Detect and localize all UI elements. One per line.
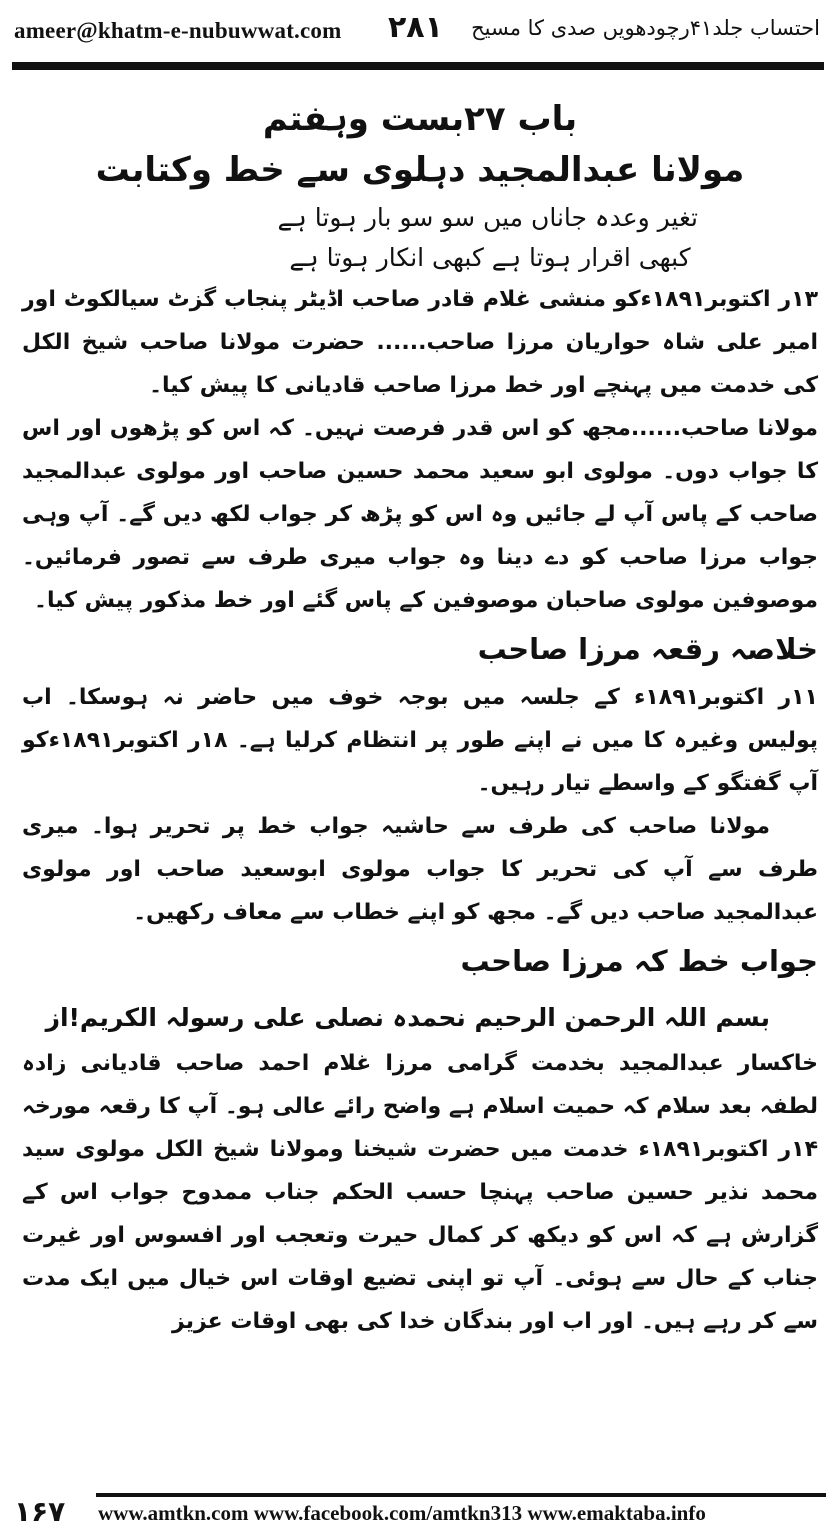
page-header [0, 0, 840, 64]
header-email: ameer@khatm-e-nubuwwat.com [14, 18, 342, 43]
footer-rule [96, 1493, 826, 1497]
couplet-line-2: کبھی اقرار ہوتا ہے کبھی انکار ہوتا ہے [289, 243, 691, 272]
paragraph-3: ۱۱ر اکتوبر۱۸۹۱ء کے جلسہ میں بوجہ خوف میں حاضر نہ ہوسکا۔ اب پولیس وغیرہ کا میں نے اپنے طور پر انتظام کرلیا ہے۔ ۱۸ر اکتوبر۱۸۹۱ءکو آپ گفتگو کے واسطے تیار رہیں۔ [22, 685, 818, 796]
couplet [277, 198, 698, 278]
header-rule [12, 62, 824, 70]
page-footer [14, 1493, 826, 1535]
header-page-number: ۲۸۱ [388, 10, 443, 45]
footer-page-number: ۱۶۷ [14, 1495, 66, 1528]
subheading-reply: جواب خط کہ مرزا صاحب [460, 944, 818, 978]
paragraph-2: مولانا صاحب......مجھ کو اس قدر فرصت نہیں۔ کہ اس کو پڑھوں اور اس کا جواب دوں۔ مولوی ابو سعید محمد حسین صاحب اور مولوی عبدالمجید صاحب کے پاس آپ لے جائیں وہ اس کو پڑھ کر جواب لکھ دیں گے۔ آپ وہی جواب مرزا صاحب کو دے دینا وہ جواب میری طرف سے تصور فرمائیں۔ موصوفین مولوی صاحبان موصوفین کے پاس گئے اور خط مذکور پیش کیا۔ [22, 416, 818, 613]
paragraph-4: مولانا صاحب کی طرف سے حاشیہ جواب خط پر تحریر ہوا۔ میری طرف سے آپ کی تحریر کا جواب مولوی ابوسعید صاحب اور مولوی عبدالمجید صاحب دیں گے۔ مجھ کو اپنے خطاب سے معاف رکھیں۔ [22, 814, 818, 925]
couplet-line-1: تغیر وعدہ جاناں میں سو سو بار ہوتا ہے [277, 203, 698, 232]
paragraph-1: ۱۳ر اکتوبر۱۸۹۱ءکو منشی غلام قادر صاحب اڈیٹر پنجاب گزٹ سیالکوٹ اور امیر علی شاہ حواریان مرزا صاحب...... حضرت مولانا صاحب شیخ الکل کی خدمت میں پہنچے اور خط مرزا صاحب قادیانی کا پیش کیا۔ [22, 287, 818, 398]
page-body [22, 84, 818, 1343]
footer-links: www.amtkn.com www.facebook.com/amtkn313 www.emaktaba.info [98, 1501, 706, 1525]
chapter-heading: باب ۲۷بست وہفتم [262, 99, 578, 139]
header-series-title: احتساب جلد۴۱رچودھویں صدی کا مسیح [471, 16, 820, 40]
subheading-summary: خلاصہ رقعہ مرزا صاحب [477, 632, 818, 666]
bismillah-line: بسم اللہ الرحمن الرحیم نحمدہ نصلی علی رسولہ الکریم!از [45, 1003, 770, 1032]
paragraph-5: خاکسار عبدالمجید بخدمت گرامی مرزا غلام احمد صاحب قادیانی زادہ لطفہ بعد سلام کہ حمیت اسلام ہے واضح رائے عالی ہو۔ آپ کا رقعہ مورخہ ۱۴ر اکتوبر۱۸۹۱ء خدمت میں حضرت شیخنا ومولانا شیخ الکل مولوی سید محمد نذیر حسین صاحب پہنچا حسب الحکم جناب ممدوح جواب اس کے گزارش ہے کہ اس کو دیکھ کر کمال حیرت وتعجب اور افسوس اور غیرت جناب کے حال سے ہوئی۔ آپ تو اپنی تضیع اوقات اس خیال میں ایک مدت سے کر رہے ہیں۔ اور اب اور بندگان خدا کی بھی اوقات عزیز [22, 1051, 818, 1334]
chapter-title: مولانا عبدالمجید دہلوی سے خط وکتابت [95, 150, 745, 190]
